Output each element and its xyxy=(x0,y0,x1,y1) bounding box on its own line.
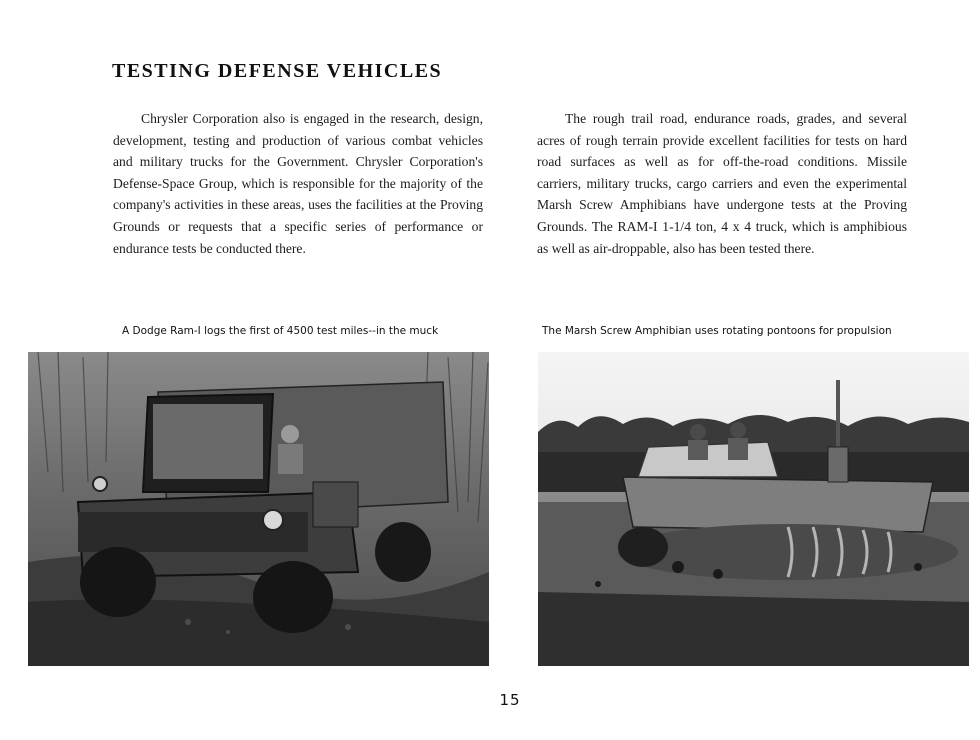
right-photo-caption: The Marsh Screw Amphibian uses rotating pontoons for propulsion xyxy=(542,325,892,337)
marsh-screw-amphibian-photo xyxy=(538,352,969,666)
right-text-column xyxy=(537,108,907,259)
page-title: TESTING DEFENSE VEHICLES xyxy=(112,60,443,82)
left-paragraph: Chrysler Corporation also is engaged in the research, design, development, testing and production of various combat vehicles and military trucks for the Government. Chrysler Corporation's Defense-Space Group, which is responsible for the majority of the company's activities in these areas, uses the facilities at the Proving Grounds or requests that a specific series of performance or endurance tests be conducted there. xyxy=(113,111,483,256)
left-text-column xyxy=(113,108,483,259)
page-number: 15 xyxy=(499,691,521,709)
left-photo-caption: A Dodge Ram-I logs the first of 4500 test miles--in the muck xyxy=(122,325,439,337)
right-paragraph: The rough trail road, endurance roads, grades, and several acres of rough terrain provide excellent facilities for tests on hard road surfaces as well as for off-the-road conditions. Missile carriers, military trucks, cargo carriers and even the experimental Marsh Screw Amphibians have undergone tests at the Proving Grounds. The RAM-I 1-1/4 ton, 4 x 4 truck, which is amphibious as well as air-droppable, also has been tested there. xyxy=(537,111,907,256)
ram-truck-photo xyxy=(28,352,489,666)
